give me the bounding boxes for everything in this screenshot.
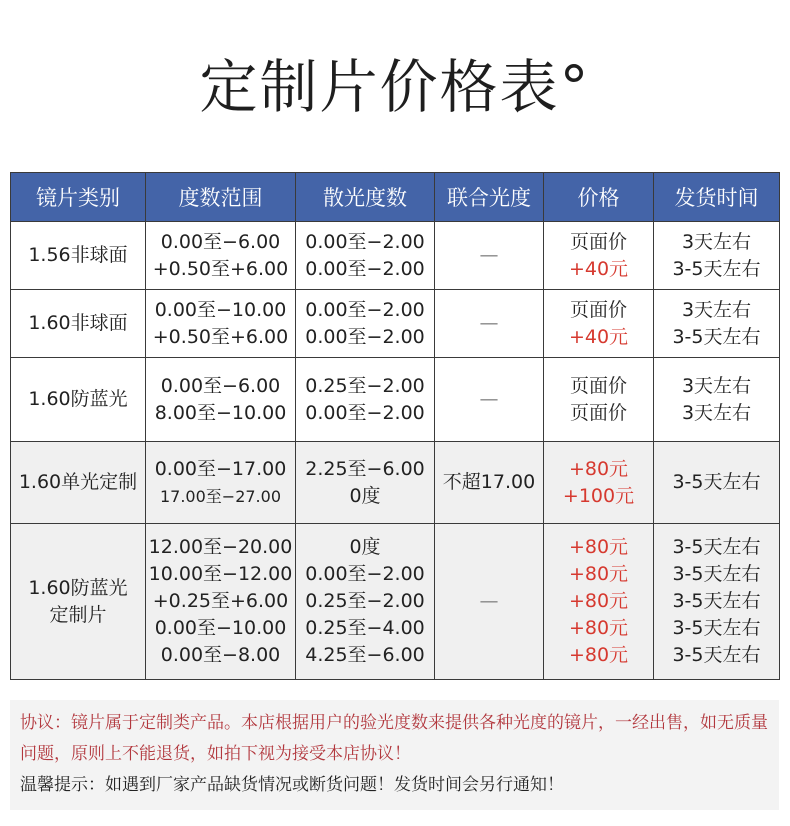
combined-value: — bbox=[479, 590, 499, 612]
cell-price bbox=[544, 358, 654, 442]
price-value: +40元 bbox=[568, 325, 629, 348]
astig-value: 4.25至−6.00 bbox=[305, 644, 425, 666]
degree-value: +0.25至+6.00 bbox=[152, 590, 289, 612]
cell-category bbox=[11, 222, 146, 290]
category-text: 定制片 bbox=[49, 603, 107, 626]
degree-value: 0.00至−6.00 bbox=[160, 374, 281, 397]
ship-value: 3-5天左右 bbox=[672, 563, 761, 585]
ship-value: 3天左右 bbox=[681, 298, 752, 321]
header-degree-range: 度数范围 bbox=[146, 173, 296, 222]
cell-combined bbox=[435, 524, 544, 680]
price-value: +80元 bbox=[568, 617, 629, 639]
ship-value: 3-5天左右 bbox=[672, 536, 761, 558]
table-row bbox=[11, 442, 780, 524]
astig-value: 0.00至−2.00 bbox=[305, 298, 425, 321]
astig-value: 0.25至−4.00 bbox=[305, 617, 425, 639]
ship-value: 3-5天左右 bbox=[672, 617, 761, 639]
combined-value: — bbox=[479, 312, 499, 334]
cell-combined bbox=[435, 358, 544, 442]
cell-combined bbox=[435, 222, 544, 290]
cell-astigmatism bbox=[296, 524, 435, 680]
cell-price bbox=[544, 442, 654, 524]
degree-value: 10.00至−12.00 bbox=[148, 563, 293, 585]
ship-value: 3天左右 bbox=[681, 401, 752, 424]
price-table bbox=[10, 172, 780, 680]
ship-value: 3-5天左右 bbox=[672, 325, 761, 348]
price-value: 页面价 bbox=[569, 230, 627, 253]
cell-category bbox=[11, 442, 146, 524]
category-text: 1.60防蓝光 bbox=[28, 388, 128, 410]
cell-ship bbox=[654, 222, 780, 290]
astig-value: 0.00至−2.00 bbox=[305, 257, 425, 280]
ship-value: 3-5天左右 bbox=[672, 471, 761, 493]
degree-value: 0.00至−17.00 bbox=[154, 457, 287, 480]
combined-value: 不超17.00 bbox=[442, 471, 536, 493]
cell-combined bbox=[435, 442, 544, 524]
cell-degree bbox=[146, 442, 296, 524]
astig-value: 0度 bbox=[349, 484, 381, 507]
cell-astigmatism bbox=[296, 290, 435, 358]
cell-category bbox=[11, 524, 146, 680]
price-value: 页面价 bbox=[569, 374, 627, 397]
ship-value: 3天左右 bbox=[681, 374, 752, 397]
price-value: +100元 bbox=[562, 484, 635, 507]
cell-astigmatism bbox=[296, 358, 435, 442]
astig-value: 0.25至−2.00 bbox=[305, 374, 425, 397]
category-text: 1.56非球面 bbox=[28, 244, 128, 266]
degree-value: +0.50至+6.00 bbox=[152, 257, 289, 280]
category-text: 1.60防蓝光 bbox=[28, 576, 128, 599]
degree-value: 0.00至−10.00 bbox=[154, 617, 287, 639]
notice-box bbox=[10, 700, 779, 810]
header-astigmatism: 散光度数 bbox=[296, 173, 435, 222]
price-value: +80元 bbox=[568, 536, 629, 558]
degree-value: 0.00至−6.00 bbox=[160, 230, 281, 253]
table-row bbox=[11, 222, 780, 290]
cell-ship bbox=[654, 524, 780, 680]
price-value: +40元 bbox=[568, 257, 629, 280]
degree-value: +0.50至+6.00 bbox=[152, 325, 289, 348]
astig-value: 0.00至−2.00 bbox=[305, 401, 425, 424]
cell-astigmatism bbox=[296, 222, 435, 290]
category-text: 1.60单光定制 bbox=[18, 471, 138, 493]
price-value: 页面价 bbox=[569, 298, 627, 321]
price-value: +80元 bbox=[568, 457, 629, 480]
degree-value: 12.00至−20.00 bbox=[148, 536, 293, 558]
cell-combined bbox=[435, 290, 544, 358]
ship-value: 3-5天左右 bbox=[672, 257, 761, 280]
table-header-row bbox=[11, 173, 780, 222]
cell-ship bbox=[654, 358, 780, 442]
combined-value: — bbox=[479, 244, 499, 266]
price-value: 页面价 bbox=[569, 401, 627, 424]
agreement-text: 协议：镜片属于定制类产品。本店根据用户的验光度数来提供各种光度的镜片，一经出售，如无质量问题，原则上不能退货，如拍下视为接受本店协议！ bbox=[20, 713, 768, 764]
degree-value: 0.00至−8.00 bbox=[160, 644, 281, 666]
cell-ship bbox=[654, 290, 780, 358]
ship-value: 3-5天左右 bbox=[672, 644, 761, 666]
header-category: 镜片类别 bbox=[11, 173, 146, 222]
cell-price bbox=[544, 524, 654, 680]
table-row bbox=[11, 524, 780, 680]
cell-price bbox=[544, 222, 654, 290]
cell-astigmatism bbox=[296, 442, 435, 524]
cell-degree bbox=[146, 222, 296, 290]
header-price: 价格 bbox=[544, 173, 654, 222]
price-value: +80元 bbox=[568, 644, 629, 666]
page-title: 定制片价格表° bbox=[199, 53, 591, 121]
header-combined-power: 联合光度 bbox=[435, 173, 544, 222]
astig-value: 0.00至−2.00 bbox=[305, 325, 425, 348]
table-row bbox=[11, 358, 780, 442]
degree-value: 8.00至−10.00 bbox=[154, 401, 287, 424]
ship-value: 3天左右 bbox=[681, 230, 752, 253]
cell-degree bbox=[146, 358, 296, 442]
table-row bbox=[11, 290, 780, 358]
cell-ship bbox=[654, 442, 780, 524]
price-value: +80元 bbox=[568, 563, 629, 585]
cell-degree bbox=[146, 524, 296, 680]
degree-value: 17.00至−27.00 bbox=[159, 486, 282, 506]
astig-value: 0.00至−2.00 bbox=[305, 230, 425, 253]
ship-value: 3-5天左右 bbox=[672, 590, 761, 612]
astig-value: 2.25至−6.00 bbox=[305, 457, 425, 480]
category-text: 1.60非球面 bbox=[28, 312, 128, 334]
cell-degree bbox=[146, 290, 296, 358]
cell-price bbox=[544, 290, 654, 358]
tip-text: 温馨提示：如遇到厂家产品缺货情况或断货问题！发货时间会另行通知！ bbox=[20, 775, 564, 795]
astig-value: 0.00至−2.00 bbox=[305, 563, 425, 585]
price-value: +80元 bbox=[568, 590, 629, 612]
combined-value: — bbox=[479, 388, 499, 410]
degree-value: 0.00至−10.00 bbox=[154, 298, 287, 321]
cell-category bbox=[11, 290, 146, 358]
cell-category bbox=[11, 358, 146, 442]
header-shipping-time: 发货时间 bbox=[654, 173, 780, 222]
astig-value: 0.25至−2.00 bbox=[305, 590, 425, 612]
astig-value: 0度 bbox=[349, 536, 381, 558]
